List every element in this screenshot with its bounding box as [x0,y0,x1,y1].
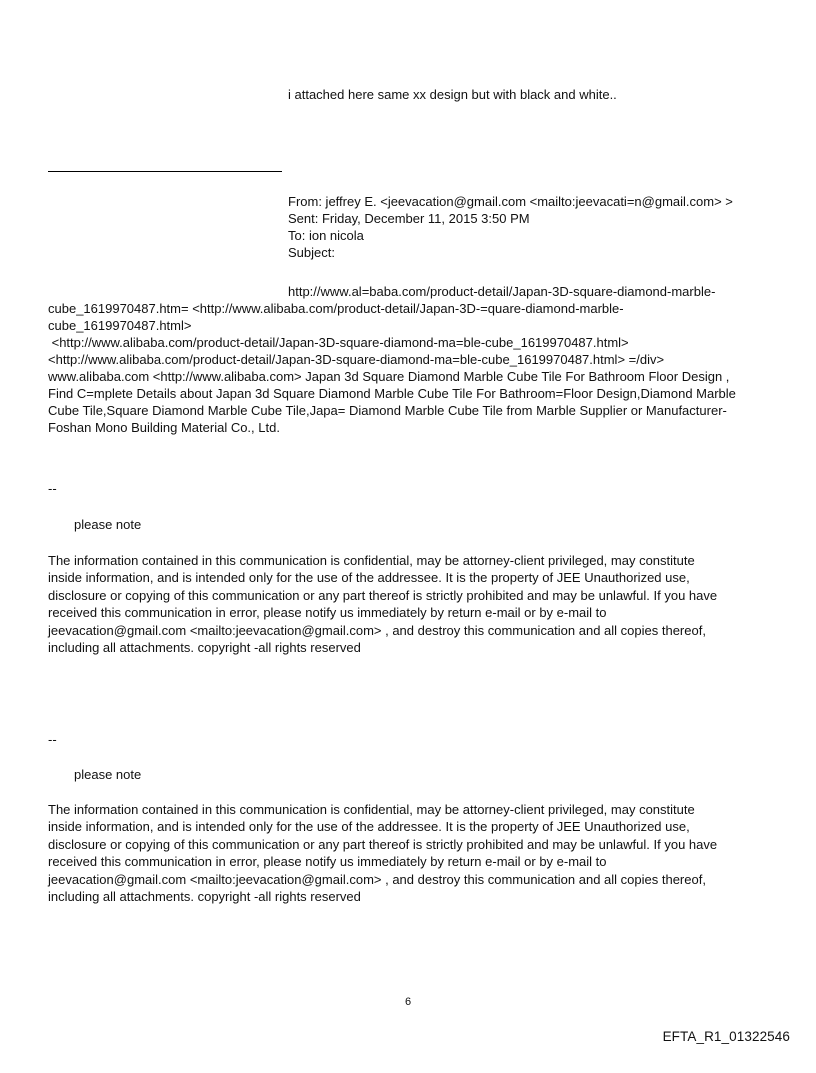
subject-line: Subject: [288,245,335,260]
confidentiality-notice [48,552,768,656]
separator-rule [48,171,282,172]
sent-line: Sent: Friday, December 11, 2015 3:50 PM [288,211,530,226]
notice-line: including all attachments. copyright -all rights reserved [48,640,361,656]
body-line: cube_1619970487.htm= <http://www.alibaba.com/product-detail/Japan-3D-=quare-diamond-marble- [48,301,624,316]
signature-separator: -- [48,732,57,747]
notice-line: The information contained in this communication is confidential, may be attorney-client privileged, may constitute [48,553,695,568]
notice-line: including all attachments. copyright -all rights reserved [48,889,361,905]
notice-line: disclosure or copying of this communication or any part thereof is strictly prohibited and may be unlawful. If you have [48,587,718,603]
confidentiality-notice [48,801,768,905]
page-number: 6 [404,996,412,1008]
signature-heading: please note [74,767,142,782]
signature-separator: -- [48,481,57,496]
body-line: <http://www.alibaba.com/product-detail/Japan-3D-square-diamond-ma=ble-cube_1619970487.html> =/div> [48,352,665,367]
notice-line: jeevacation@gmail.com <mailto:jeevacation@gmail.com> , and destroy this communication and all copies thereof, [48,622,706,638]
body-line: www.alibaba.com <http://www.alibaba.com> Japan 3d Square Diamond Marble Cube Tile For Bathroom Floor Design , [48,369,730,384]
intro-text: i attached here same xx design but with black and white.. [288,87,617,102]
body-line: Foshan Mono Building Material Co., Ltd. [48,420,280,435]
body-line: <http://www.alibaba.com/product-detail/Japan-3D-square-diamond-ma=ble-cube_1619970487.html> [48,335,629,350]
notice-line: disclosure or copying of this communication or any part thereof is strictly prohibited and may be unlawful. If you have [48,836,718,852]
body-line: Find C=mplete Details about Japan 3d Square Diamond Marble Cube Tile For Bathroom=Floor Design,Diamond Marble [48,386,736,401]
body-line: cube_1619970487.html> [48,318,192,333]
notice-line: inside information, and is intended only for the use of the addressee. It is the property of JEE Unauthorized use, [48,570,690,586]
signature-heading: please note [74,517,142,532]
notice-line: inside information, and is intended only for the use of the addressee. It is the property of JEE Unauthorized use, [48,819,690,835]
document-id: EFTA_R1_01322546 [662,1029,790,1044]
notice-line: received this communication in error, please notify us immediately by return e-mail or by e-mail to [48,605,607,621]
to-line: To: ion nicola [288,228,364,243]
notice-line: received this communication in error, please notify us immediately by return e-mail or by e-mail to [48,854,607,870]
from-line: From: jeffrey E. <jeevacation@gmail.com <mailto:jeevacati=n@gmail.com> > [288,194,733,209]
body-line: http://www.al=baba.com/product-detail/Japan-3D-square-diamond-marble- [288,284,716,299]
body-line: Cube Tile,Square Diamond Marble Cube Tile,Japa= Diamond Marble Cube Tile from Marble Supplier or Manufacturer- [48,403,727,418]
notice-line: jeevacation@gmail.com <mailto:jeevacation@gmail.com> , and destroy this communication and all copies thereof, [48,871,706,887]
notice-line: The information contained in this communication is confidential, may be attorney-client privileged, may constitute [48,802,695,817]
